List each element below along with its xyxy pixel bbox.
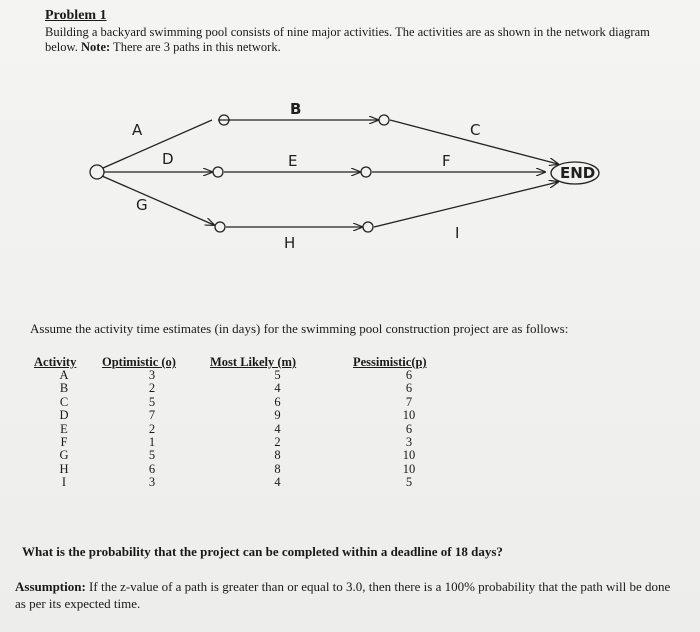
table-row: [30, 423, 469, 436]
label-g: G: [136, 196, 148, 214]
cell-optimistic: 5: [148, 394, 156, 409]
cell-most-likely: 5: [274, 368, 281, 382]
label-b: B: [290, 100, 302, 118]
note-label: Note:: [81, 40, 111, 54]
node-after-e: [361, 167, 371, 177]
assumption-text: If the z-value of a path is greater than or equal to 3.0, then there is a 100% probability that the path will be done as per its expected time.: [15, 579, 671, 611]
assumption-label: Assumption:: [15, 579, 86, 594]
cell-activity: F: [60, 435, 68, 450]
cell-most-likely: 8: [274, 461, 281, 476]
cell-optimistic: 7: [148, 408, 156, 423]
cell-optimistic: 5: [148, 448, 156, 463]
problem-description: [45, 25, 665, 55]
label-f: F: [442, 152, 451, 170]
cell-pessimistic: 10: [402, 408, 416, 423]
label-h: H: [284, 234, 296, 252]
table-row: [30, 463, 469, 476]
node-after-d: [213, 167, 223, 177]
problem-title: Problem 1: [45, 8, 107, 23]
edge-i: [374, 182, 558, 227]
table-row: [30, 449, 469, 462]
node-after-g: [215, 222, 225, 232]
table-header-row: [30, 355, 469, 369]
cell-most-likely: 4: [274, 475, 281, 490]
label-c: C: [470, 121, 481, 139]
table-row: [30, 382, 469, 395]
cell-pessimistic: 6: [405, 368, 413, 382]
assumption-note: [15, 578, 680, 612]
cell-pessimistic: 10: [402, 461, 416, 476]
edge-g: [102, 176, 214, 225]
cell-most-likely: 4: [274, 421, 281, 436]
cell-most-likely: 4: [274, 381, 281, 396]
col-most-likely: Most Likely (m): [210, 355, 297, 369]
label-e: E: [288, 152, 298, 170]
cell-optimistic: 6: [148, 461, 156, 476]
label-i: I: [455, 224, 460, 242]
table-row: [30, 476, 469, 489]
cell-most-likely: 2: [274, 435, 281, 450]
cell-activity: A: [59, 368, 69, 382]
cell-activity: E: [60, 421, 68, 436]
cell-activity: D: [59, 408, 69, 423]
cell-most-likely: 8: [274, 448, 281, 463]
col-optimistic: Optimistic (o): [102, 355, 176, 369]
cell-pessimistic: 7: [405, 394, 413, 409]
col-activity: Activity: [34, 355, 77, 369]
cell-most-likely: 9: [274, 408, 281, 423]
cell-activity: B: [59, 381, 69, 396]
cell-optimistic: 2: [148, 381, 156, 396]
cell-activity: I: [61, 475, 67, 490]
cell-pessimistic: 3: [405, 435, 413, 450]
cell-optimistic: 3: [148, 475, 156, 490]
description-text: Building a backyard swimming pool consists of nine major activities. The activities are as shown in the network diagram below.: [45, 25, 650, 54]
cell-most-likely: 6: [274, 394, 281, 409]
note-text: There are 3 paths in this network.: [110, 40, 281, 54]
table-row: [30, 409, 469, 422]
table-row: [30, 396, 469, 409]
cell-pessimistic: 10: [402, 448, 416, 463]
label-a: A: [132, 121, 143, 139]
col-pessimistic: Pessimistic(p): [353, 355, 427, 369]
label-d: D: [162, 150, 174, 168]
label-end: END: [560, 164, 596, 182]
question: What is the probability that the project can be completed within a deadline of 18 days?: [22, 544, 503, 559]
node-after-h: [363, 222, 373, 232]
cell-activity: H: [59, 461, 69, 476]
network-diagram: [0, 80, 700, 270]
cell-activity: C: [59, 394, 69, 409]
cell-optimistic: 2: [148, 421, 156, 436]
cell-pessimistic: 6: [405, 421, 413, 436]
edge-a: [103, 120, 212, 168]
cell-optimistic: 1: [148, 435, 156, 450]
cell-pessimistic: 6: [405, 381, 413, 396]
start-node: [90, 165, 104, 179]
assumption-intro: Assume the activity time estimates (in days) for the swimming pool construction project are as follows:: [30, 321, 569, 336]
node-after-b: [379, 115, 389, 125]
cell-optimistic: 3: [148, 368, 156, 382]
table-row: [30, 369, 469, 382]
table-row: [30, 436, 469, 449]
cell-pessimistic: 5: [405, 475, 413, 490]
activity-table: [30, 355, 469, 490]
cell-activity: G: [59, 448, 69, 463]
